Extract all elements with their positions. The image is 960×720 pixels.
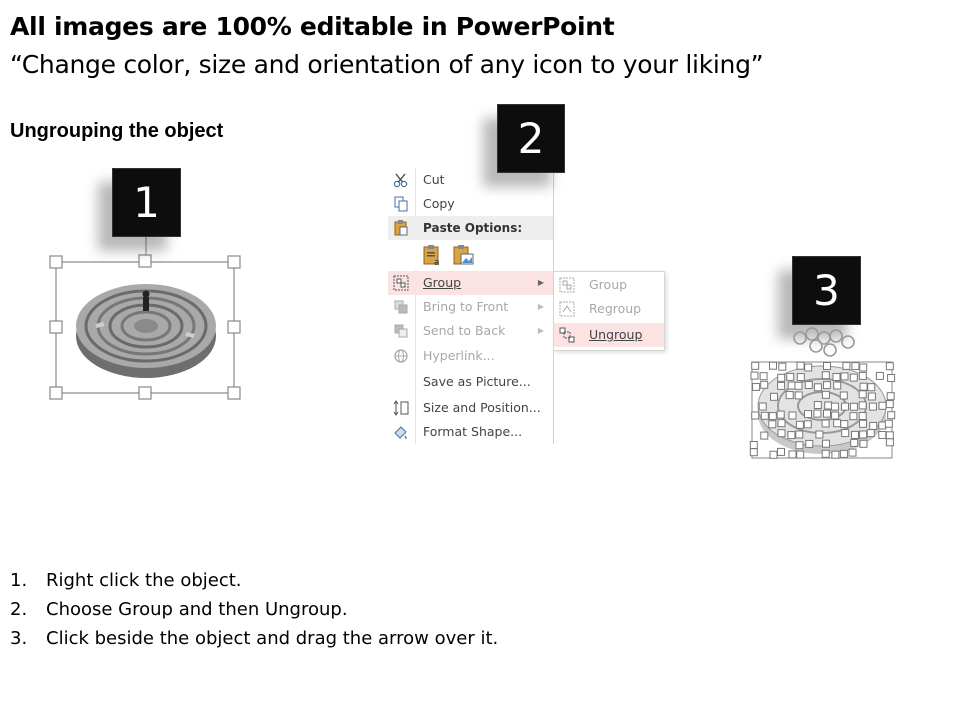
- selection-handle[interactable]: [825, 402, 832, 409]
- menu-item-label: Size and Position...: [423, 400, 541, 415]
- scissors-icon: [392, 171, 410, 189]
- menu-item-label: Group: [423, 275, 462, 290]
- selection-handle[interactable]: [852, 363, 859, 370]
- selection-handle[interactable]: [804, 421, 811, 428]
- selection-handle[interactable]: [859, 391, 866, 398]
- selection-handle[interactable]: [869, 403, 876, 410]
- bring-front-icon: [392, 298, 410, 316]
- selection-handle[interactable]: [823, 440, 830, 447]
- selection-handle[interactable]: [795, 392, 802, 399]
- step-badge-2: 2: [497, 104, 565, 173]
- rotate-handle-icon[interactable]: [806, 328, 818, 340]
- format-shape-icon: [392, 423, 410, 441]
- selection-handle[interactable]: [850, 403, 857, 410]
- svg-text:a: a: [434, 258, 440, 267]
- selection-handle[interactable]: [867, 430, 874, 437]
- selection-handle[interactable]: [752, 412, 759, 419]
- rotate-handle: [139, 255, 151, 267]
- instructions-list: [10, 568, 498, 655]
- send-back-icon: [392, 322, 410, 340]
- selection-handle[interactable]: [816, 431, 823, 438]
- selection-handle[interactable]: [833, 374, 840, 381]
- selection-handle[interactable]: [822, 391, 829, 398]
- selection-handle[interactable]: [860, 431, 867, 438]
- selection-handle[interactable]: [777, 411, 784, 418]
- selection-handle[interactable]: [771, 393, 778, 400]
- selection-handle[interactable]: [805, 411, 812, 418]
- selection-handle[interactable]: [779, 363, 786, 370]
- selection-handle[interactable]: [788, 432, 795, 439]
- selection-handle[interactable]: [886, 432, 893, 439]
- selection-handle[interactable]: [868, 393, 875, 400]
- instruction-text: Right click the object.: [46, 570, 242, 591]
- submenu-arrow-icon: ▶: [537, 326, 544, 335]
- rotate-handle-icon[interactable]: [794, 332, 806, 344]
- slide-subtitle: “Change color, size and orientation of any icon to your liking”: [10, 50, 764, 79]
- rotate-handle-icon[interactable]: [810, 340, 822, 352]
- selection-handle[interactable]: [831, 403, 838, 410]
- regroup-icon: [558, 300, 576, 318]
- paste-icon: [392, 219, 410, 237]
- menu-item-label: Hyperlink...: [423, 348, 495, 363]
- selection-handle[interactable]: [876, 372, 883, 379]
- selection-handle[interactable]: [760, 373, 767, 380]
- selection-handle[interactable]: [761, 432, 768, 439]
- selection-handle[interactable]: [824, 410, 831, 417]
- selection-handle[interactable]: [797, 374, 804, 381]
- selection-handle[interactable]: [886, 439, 893, 446]
- selection-handle[interactable]: [840, 450, 847, 457]
- submenu-arrow-icon: ▶: [537, 278, 544, 287]
- ungroup-icon: [558, 326, 576, 344]
- paste-options-header: [388, 216, 553, 240]
- selection-handle[interactable]: [841, 373, 848, 380]
- selection-handle[interactable]: [796, 442, 803, 449]
- menu-item-send-to-back[interactable]: [388, 319, 553, 343]
- selection-handle[interactable]: [834, 382, 841, 389]
- selection-handle[interactable]: [769, 421, 776, 428]
- selection-handle[interactable]: [795, 382, 802, 389]
- step-badge-1: 1: [112, 168, 181, 237]
- instruction-number: 3.: [10, 628, 28, 649]
- selection-handle[interactable]: [870, 422, 877, 429]
- instruction-item-1: [10, 568, 498, 597]
- menu-item-copy[interactable]: [388, 192, 553, 216]
- paste-options-label: Paste Options:: [423, 221, 523, 235]
- selection-handle[interactable]: [789, 451, 796, 458]
- selection-handle[interactable]: [879, 402, 886, 409]
- instruction-text: Click beside the object and drag the arrow over it.: [46, 628, 499, 649]
- menu-item-label: Format Shape...: [423, 424, 523, 439]
- maze-illustration: [46, 236, 246, 404]
- menu-item-format-shape[interactable]: [388, 420, 553, 444]
- submenu-item-group[interactable]: [554, 273, 664, 297]
- selection-handle[interactable]: [868, 384, 875, 391]
- paste-text-icon[interactable]: [421, 243, 445, 267]
- selection-handle[interactable]: [851, 439, 858, 446]
- submenu-arrow-icon: ▶: [537, 302, 544, 311]
- selection-handle[interactable]: [842, 403, 849, 410]
- selection-handle[interactable]: [759, 403, 766, 410]
- submenu-item-label: Ungroup: [589, 327, 643, 342]
- selection-handle[interactable]: [888, 412, 895, 419]
- menu-item-label: Save as Picture...: [423, 374, 531, 389]
- group-icon: [392, 274, 410, 292]
- rotate-handle-icon[interactable]: [824, 344, 836, 356]
- selection-handle[interactable]: [778, 430, 785, 437]
- selection-handle[interactable]: [834, 420, 841, 427]
- selection-handle[interactable]: [886, 401, 893, 408]
- menu-item-group[interactable]: [388, 271, 553, 295]
- selection-handle[interactable]: [751, 372, 758, 379]
- selection-handle[interactable]: [860, 440, 867, 447]
- selection-handle[interactable]: [822, 372, 829, 379]
- slide-title: All images are 100% editable in PowerPoint: [10, 12, 615, 41]
- selection-handle[interactable]: [796, 421, 803, 428]
- selection-handle[interactable]: [750, 442, 757, 449]
- selection-handle[interactable]: [787, 373, 794, 380]
- selection-handle[interactable]: [824, 363, 831, 370]
- selection-handle[interactable]: [840, 392, 847, 399]
- selection-handle[interactable]: [814, 384, 821, 391]
- selection-handle[interactable]: [822, 450, 829, 457]
- submenu-item-regroup[interactable]: [554, 297, 664, 321]
- selection-handle[interactable]: [841, 421, 848, 428]
- selection-handle[interactable]: [814, 402, 821, 409]
- selection-handle[interactable]: [823, 382, 830, 389]
- paste-picture-icon[interactable]: [451, 243, 475, 267]
- selection-handle[interactable]: [797, 362, 804, 369]
- selection-handle[interactable]: [822, 420, 829, 427]
- selection-handle[interactable]: [786, 392, 793, 399]
- ungrouped-maze-object[interactable]: [744, 324, 900, 464]
- selection-handle[interactable]: [849, 449, 856, 456]
- instruction-text: Choose Group and then Ungroup.: [46, 599, 348, 620]
- selection-handle[interactable]: [778, 374, 785, 381]
- selection-handle[interactable]: [832, 412, 839, 419]
- selection-handle[interactable]: [879, 422, 886, 429]
- submenu-item-ungroup[interactable]: [554, 323, 664, 347]
- selection-handle[interactable]: [850, 413, 857, 420]
- rotate-handle-icon[interactable]: [842, 336, 854, 348]
- instruction-item-3: [10, 626, 498, 655]
- selection-handle[interactable]: [879, 432, 886, 439]
- selection-handle[interactable]: [860, 383, 867, 390]
- hyperlink-icon: [392, 347, 410, 365]
- instruction-item-2: [10, 597, 498, 626]
- copy-icon: [392, 195, 410, 213]
- selection-handle[interactable]: [859, 402, 866, 409]
- selection-handle[interactable]: [770, 362, 777, 369]
- menu-item-size-and-position[interactable]: [388, 396, 553, 420]
- group-icon: [558, 276, 576, 294]
- selection-handle[interactable]: [805, 364, 812, 371]
- selection-handle[interactable]: [850, 374, 857, 381]
- selection-handle[interactable]: [888, 375, 895, 382]
- size-position-icon: [392, 399, 410, 417]
- instruction-number: 2.: [10, 599, 28, 620]
- selection-handle[interactable]: [814, 410, 821, 417]
- menu-item-label: Bring to Front: [423, 299, 509, 314]
- selection-handle[interactable]: [789, 412, 796, 419]
- menu-item-bring-to-front[interactable]: [388, 295, 553, 319]
- selection-handle[interactable]: [886, 363, 893, 370]
- selection-handle[interactable]: [842, 430, 849, 437]
- selection-handle[interactable]: [796, 431, 803, 438]
- instruction-number: 1.: [10, 570, 28, 591]
- menu-item-label: Cut: [423, 172, 445, 187]
- menu-item-hyperlink[interactable]: [388, 344, 553, 368]
- submenu-item-label: Group: [589, 277, 628, 292]
- group-submenu: [553, 271, 665, 351]
- ungrouped-shapes-illustration: [744, 324, 900, 464]
- selection-handle[interactable]: [753, 383, 760, 390]
- selection-handle[interactable]: [843, 362, 850, 369]
- selection-handle[interactable]: [797, 451, 804, 458]
- selection-handle[interactable]: [778, 382, 785, 389]
- paste-options-row: [388, 240, 553, 270]
- section-heading: Ungrouping the object: [10, 120, 224, 142]
- step-badge-3: 3: [792, 256, 861, 325]
- selection-handle[interactable]: [778, 420, 785, 427]
- selection-handle[interactable]: [750, 449, 757, 456]
- selection-handle[interactable]: [806, 440, 813, 447]
- selection-handle[interactable]: [761, 412, 768, 419]
- menu-item-label: Copy: [423, 196, 455, 211]
- menu-item-label: Send to Back: [423, 323, 506, 338]
- context-menu: [388, 168, 554, 444]
- selection-handle[interactable]: [778, 448, 785, 455]
- selection-handle[interactable]: [761, 381, 768, 388]
- selection-handle[interactable]: [852, 431, 859, 438]
- selection-handle[interactable]: [752, 362, 759, 369]
- selection-handle[interactable]: [788, 382, 795, 389]
- selection-handle[interactable]: [885, 420, 892, 427]
- selection-handle[interactable]: [805, 382, 812, 389]
- selection-handle[interactable]: [860, 420, 867, 427]
- submenu-item-label: Regroup: [589, 301, 642, 316]
- selection-handle[interactable]: [887, 393, 894, 400]
- selection-handle[interactable]: [860, 364, 867, 371]
- selection-handle[interactable]: [859, 413, 866, 420]
- selection-handle[interactable]: [769, 413, 776, 420]
- selected-maze-object[interactable]: [46, 236, 246, 404]
- selection-handle[interactable]: [832, 451, 839, 458]
- rotate-handle-icon[interactable]: [830, 330, 842, 342]
- selection-handle[interactable]: [859, 372, 866, 379]
- selection-handle[interactable]: [770, 451, 777, 458]
- menu-item-save-as-picture[interactable]: [388, 370, 553, 394]
